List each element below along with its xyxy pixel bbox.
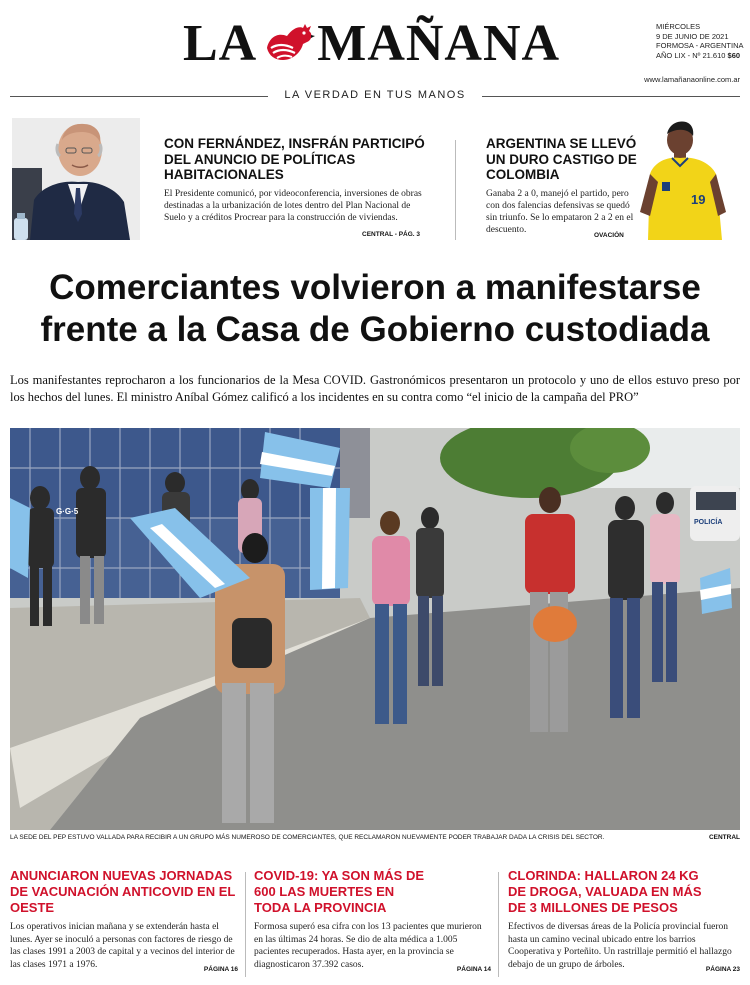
bottom-divider-2 <box>498 872 499 977</box>
teaser-football-title: ARGENTINA SE LLEVÓ UN DURO CASTIGO DE COLOMBIA <box>486 136 637 182</box>
main-headline-line2: frente a la Casa de Gobierno custodiada <box>40 310 710 349</box>
teaser-insfran[interactable] <box>12 116 440 244</box>
bottom-divider-1 <box>245 872 246 977</box>
story-clorinda-title: CLORINDA: HALLARON 24 KG DE DROGA, VALUADA EN MÁS DE 3 MILLONES DE PESOS <box>508 868 702 915</box>
edition-place: FORMOSA - ARGENTINA <box>656 41 744 50</box>
photo-caption-section: CENTRAL <box>708 834 740 841</box>
teaser-divider <box>455 140 456 240</box>
insfran-photo <box>12 118 140 240</box>
bag-text: G·G·5 <box>56 507 79 516</box>
story-covid-page: PÁGINA 14 <box>456 966 491 973</box>
website-link[interactable]: www.lamañanaonline.com.ar <box>644 75 740 84</box>
player-jersey-number: 19 <box>691 192 706 207</box>
logo-text-manana: MAÑANA <box>317 15 561 72</box>
edition-number: AÑO LIX - Nº 21.610 <box>656 50 726 60</box>
police-car-text: POLICÍA <box>694 519 723 526</box>
colombia-player-photo <box>638 116 728 240</box>
main-headline-line1: Comerciantes volvieron a manifestarse <box>49 268 701 307</box>
rooster-icon <box>259 18 315 70</box>
edition-weekday: MIÉRCOLES <box>656 22 701 31</box>
edition-info <box>656 22 744 60</box>
edition-date: 9 DE JUNIO DE 2021 <box>656 31 729 41</box>
newspaper-logo[interactable] <box>183 15 561 72</box>
teaser-insfran-title: CON FERNÁNDEZ, INSFRÁN PARTICIPÓ DEL ANUNCIO DE POLÍTICAS HABITACIONALES <box>164 136 425 182</box>
story-vacunacion-body: Los operativos inician mañana y se extenderán hasta el lunes. Ayer se inoculó a personas con factores de riesgo de las clases 1991 a 2003 de capital y a vecinos del interior de las clases 1971 a 1976. <box>10 922 235 970</box>
teaser-insfran-page: CENTRAL - PÁG. 3 <box>362 231 421 238</box>
teaser-insfran-body: El Presidente comunicó, por videoconferencia, inversiones de obras destinadas a la urbanización de lotes dentro del Plan Nacional de Suelo y a créditos Procrear para la construcción de viviendas. <box>164 188 422 223</box>
teaser-football-body: Ganaba 2 a 0, manejó el partido, pero con dos falencias defensivas se quedó sin triunfo. Se lo empataron 2 a 2 en el descuento. <box>486 188 634 235</box>
photo-caption <box>10 834 740 841</box>
teaser-argentina-colombia[interactable] <box>470 116 740 244</box>
teaser-football-page: OVACIÓN <box>594 232 624 239</box>
story-clorinda-page: PÁGINA 23 <box>705 966 740 973</box>
story-vacunacion-page: PÁGINA 16 <box>203 966 238 973</box>
main-deck: Los manifestantes reprocharon a los funcionarios de la Mesa COVID. Gastronómicos presentaron un protocolo y uno de ellos estuvo preso por los hechos del lunes. El ministro Aníbal Gómez calificó a los incidentes en su contra como “el inicio de la campaña del PRO” <box>10 373 740 404</box>
main-headline[interactable] <box>10 267 740 351</box>
story-vacunacion-title: ANUNCIARON NUEVAS JORNADAS DE VACUNACIÓN ANTICOVID EN EL OESTE <box>10 868 236 915</box>
edition-price: $60 <box>727 50 741 60</box>
photo-caption-text: LA SEDE DEL PEP ESTUVO VALLADA PARA RECIBIR A UN GRUPO MÁS NUMEROSO DE COMERCIANTES, QUE RECLAMARON NUEVAMENTE PODER TRABAJAR DADA LA CRISIS DEL SECTOR. <box>10 834 605 841</box>
story-covid[interactable] <box>254 868 491 978</box>
logo-text-la: LA <box>183 15 258 72</box>
masthead <box>0 0 750 90</box>
tagline-text: LA VERDAD EN TUS MANOS <box>276 89 473 101</box>
story-clorinda-body: Efectivos de diversas áreas de la Policía provincial fueron hasta un camino vecinal ubicado entre los barrios Cooperativa y Porteñito. Un rastrillaje permitió el hallazgo debajo de un grupo de árboles. <box>508 922 732 970</box>
story-clorinda[interactable] <box>508 868 740 978</box>
main-protest-photo <box>10 428 740 830</box>
story-covid-title: COVID-19: YA SON MÁS DE 600 LAS MUERTES EN TODA LA PROVINCIA <box>254 868 425 915</box>
story-vacunacion[interactable] <box>10 868 238 978</box>
tagline <box>0 89 750 101</box>
story-covid-body: Formosa superó esa cifra con los 13 pacientes que murieron en las últimas 24 horas. Se dio de alta médica a 1.005 pacientes recuperados. Hasta ayer, en la provincia se diagnosticaron 37.392 casos. <box>254 922 482 970</box>
